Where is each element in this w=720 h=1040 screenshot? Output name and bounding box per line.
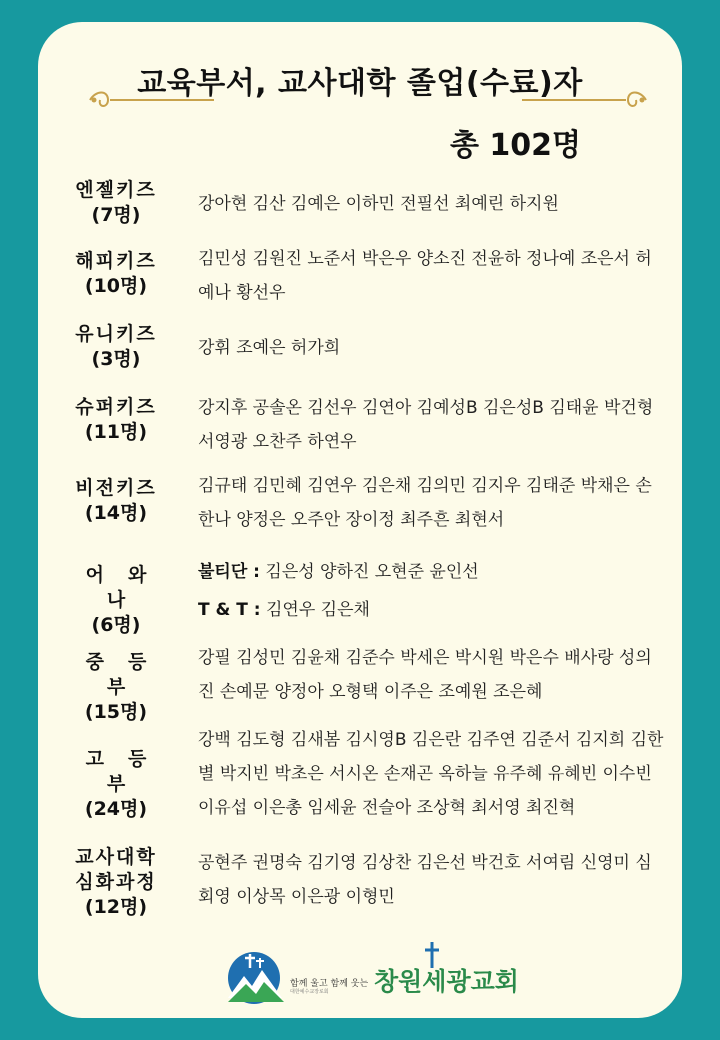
members-happy-kids: 김민성 김원진 노준서 박은우 양소진 전윤하 정나예 조은서 허예나 황선우 <box>198 249 652 303</box>
logo-tagline: 함께 울고 함께 웃는 <box>290 979 369 989</box>
members-super-kids: 강지후 공솔온 김선우 김연아 김예성B 김은성B 김태윤 박건형 서영광 오찬주 하연우 <box>198 398 654 452</box>
dept-super-kids <box>52 395 180 445</box>
mountain-cross-icon <box>224 946 288 1006</box>
dept-teacher-college <box>52 845 180 920</box>
group-members: 김은성 양하진 오현준 윤인선 <box>265 562 479 582</box>
dept-name: 유니키즈 <box>75 323 157 345</box>
church-logo <box>224 946 519 1006</box>
dept-count: (12명) <box>84 896 148 918</box>
members-uni-kids: 강휘 조예은 허가희 <box>198 338 341 358</box>
dept-count: (11명) <box>84 421 148 443</box>
dept-count: (7명) <box>91 204 141 226</box>
dept-name: 슈퍼키즈 <box>75 396 157 418</box>
awana-group-tnt <box>198 593 370 627</box>
dept-happy-kids <box>52 249 180 299</box>
ornament-left-icon <box>86 88 216 112</box>
dept-uni-kids <box>52 322 180 372</box>
dept-count: (3명) <box>91 348 141 370</box>
group-members: 김연우 김은채 <box>265 600 370 620</box>
dept-name: 엔젤키즈 <box>75 179 157 201</box>
dept-count: (15명) <box>84 701 148 723</box>
dept-count: (24명) <box>84 798 148 820</box>
dept-name: 비전키즈 <box>75 477 157 499</box>
dept-vision-kids <box>52 476 180 526</box>
dept-name-2: 심화과정 <box>75 871 157 893</box>
logo-subline: 대한예수교장로회 <box>290 989 329 995</box>
group-label: T & T : <box>198 600 261 620</box>
dept-count: (10명) <box>84 275 148 297</box>
dept-name: 어와나 <box>85 564 171 611</box>
dept-name: 고등부 <box>85 748 171 795</box>
members-angel-kids: 강아현 김산 김예은 이하민 전필선 최예린 하지원 <box>198 194 559 214</box>
church-name: 창원세광교회 <box>374 967 519 996</box>
dept-angel-kids <box>52 178 180 228</box>
dept-high-school <box>52 747 180 822</box>
dept-name: 교사대학 <box>75 846 157 868</box>
dept-middle-school <box>52 650 180 725</box>
members-vision-kids: 김규태 김민혜 김연우 김은채 김의민 김지우 김태준 박채은 손한나 양정은 오주안 장이정 최주흔 최현서 <box>198 476 652 530</box>
dept-count: (6명) <box>91 614 141 636</box>
page-title: 교육부서, 교사대학 졸업(수료)자 <box>137 66 583 101</box>
dept-name: 해피키즈 <box>75 250 157 272</box>
dept-name: 중등부 <box>85 651 171 698</box>
dept-awana <box>52 563 180 638</box>
group-label: 불티단 : <box>198 562 260 582</box>
members-teacher-college: 공현주 권명숙 김기영 김상찬 김은선 박건호 서여림 신영미 심회영 이상목 이은광 이형민 <box>198 853 652 907</box>
ornament-right-icon <box>520 88 650 112</box>
dept-count: (14명) <box>84 502 148 524</box>
members-middle-school: 강필 김성민 김윤채 김준수 박세은 박시원 박은수 배사랑 성의진 손예문 양정아 오형택 이주은 조예원 조은혜 <box>198 648 652 702</box>
total-count: 총 102명 <box>450 128 582 163</box>
members-high-school: 강백 김도형 김새봄 김시영B 김은란 김주연 김준서 김지희 김한별 박지빈 박초은 서시온 손재곤 옥하늘 유주혜 유혜빈 이수빈 이유섭 이은총 임세윤 전슬아 조상혁 최서영 최진혁 <box>198 730 664 818</box>
awana-group-bultidan <box>198 555 479 589</box>
